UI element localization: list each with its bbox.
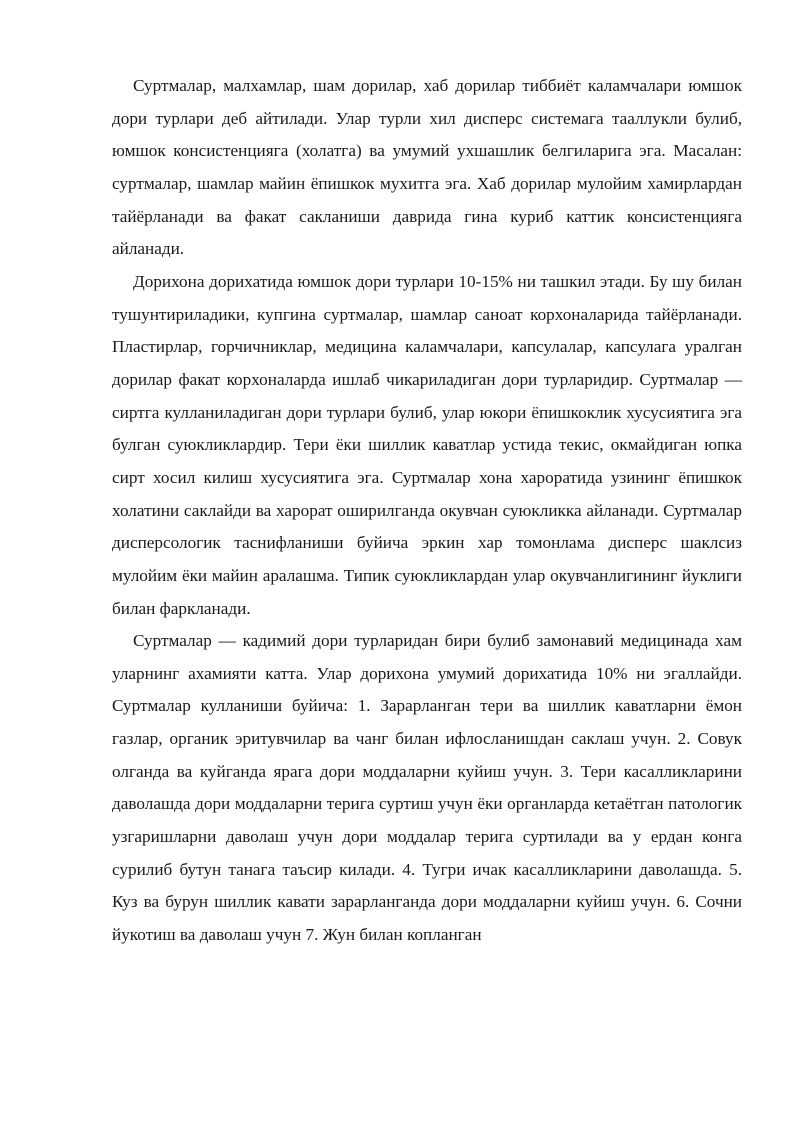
body-text bbox=[112, 70, 742, 952]
paragraph-2: Дорихона дорихатида юмшок дори турлари 10-15% ни ташкил этади. Бу шу билан тушунтириладики, купгина суртмалар, шамлар саноат корхоналарида тайёрланади. Пластирлар, горчичниклар, медицина каламчалари, капсулалар, капсулага уралган дорилар факат корхоналарда ишлаб чикариладиган дори турларидир. Суртмалар — сиртга кулланиладиган дори турлари булиб, улар юкори ёпишкоклик хусусиятига эга булган суюкликлардир. Тери ёки шиллик каватлар устида текис, окмайдиган юпка сирт хосил килиш хусусиятига эга. Суртмалар хона хароратида узининг ёпишкок холатини саклайди ва харорат оширилганда окувчан суюкликка айланади. Суртмалар дисперсологик таснифланиши буйича эркин хар томонлама дисперс шаклсиз мулойим ёки майин аралашма. Типик суюкликлардан улар окувчанлигининг йуклиги билан фаркланади. bbox=[112, 271, 742, 618]
paragraph-1: Суртмалар, малхамлар, шам дорилар, хаб дорилар тиббиёт каламчалари юмшок дори турлари деб айтилади. Улар турли хил дисперс системага тааллукли булиб, юмшок консистенцияга (холатга) ва умумий ухшашлик белгиларига эга. Масалан: суртмалар, шамлар майин ёпишкок мухитга эга. Хаб дорилар мулойим хамирлардан тайёрланади ва факат сакланиши даврида гина куриб каттик консистенцияга айланади. bbox=[112, 76, 742, 259]
paragraph-3: Суртмалар — кадимий дори турларидан бири булиб замонавий медицинада хам уларнинг ахамияти катта. Улар дорихона умумий дорихатида 10% ни эгаллайди. Суртмалар кулланиши буйича: 1. Зарарланган тери ва шиллик каватларни ёмон газлар, органик эритувчилар ва чанг билан ифлосланишдан саклаш учун. 2. Совук олганда ва куйганда ярага дори моддаларни куйиш учун. 3. Тери касалликларини даволашда дори моддаларни терига суртиш учун ёки органларда кетаётган патологик узгаришларни даволаш учун дори моддалар терига суртилади ва у ердан конга сурилиб бутун танага таъсир килади. 4. Тугри ичак касалликларини даволашда. 5. Куз ва бурун шиллик кавати зарарланганда дори моддаларни куйиш учун. 6. Сочни йукотиш ва даволаш учун 7. Жун билан копланган bbox=[112, 631, 742, 945]
